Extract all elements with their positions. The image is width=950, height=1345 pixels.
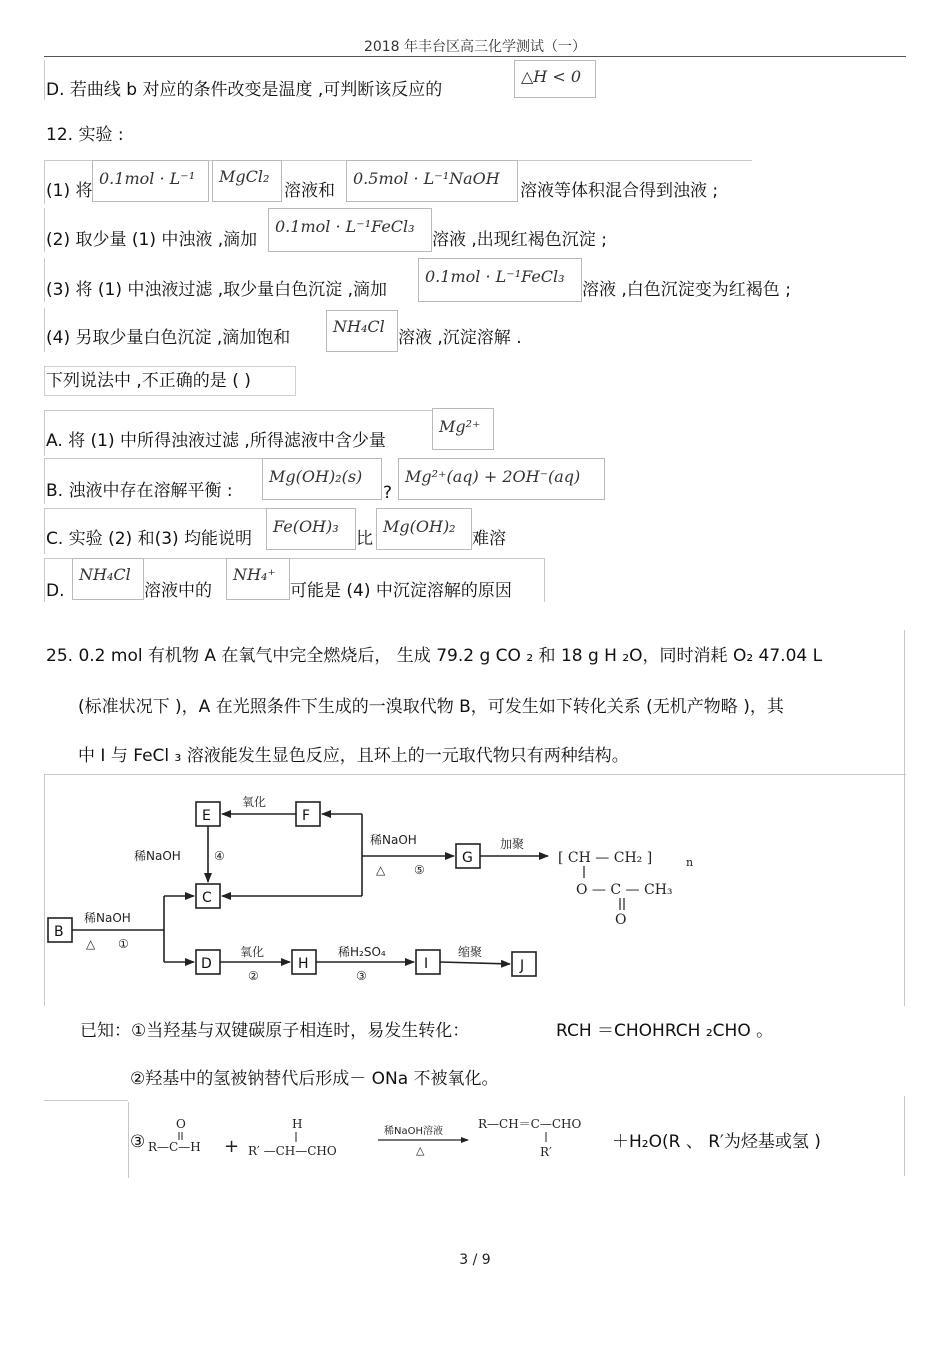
q12-option-d-m1: NH₄Cl (79, 565, 131, 584)
frame-line (44, 508, 266, 509)
frame-line (44, 458, 45, 504)
q12-step1-m2: MgCl₂ (219, 167, 270, 186)
q12-option-c-m1: Fe(OH)₃ (273, 517, 339, 536)
q12-step4-m1: NH₄Cl (333, 317, 385, 336)
frame-line (128, 1102, 129, 1178)
q11-option-d-math: △H < 0 (521, 67, 582, 86)
page-header-title: 2018 年丰台区高三化学测试（一） (363, 39, 587, 55)
polymer-main-chain: [ CH — CH₂ ] (558, 850, 653, 866)
q12-option-c-text: C. 实验 (2) 和(3) 均能说明 (46, 529, 253, 549)
known3-aldehyde-o: O (176, 1117, 186, 1131)
label-oxidize-d-h: 氧化 (240, 945, 265, 959)
q12-step1-m3: 0.5mol · L⁻¹NaOH (353, 169, 500, 188)
label-polymerize: 加聚 (500, 837, 525, 851)
math-box (262, 458, 382, 500)
frame-line (44, 558, 45, 602)
math-box (398, 458, 605, 500)
polymer-n: n (686, 856, 694, 869)
frame-line (44, 160, 45, 204)
header-rule (44, 56, 906, 57)
label-naoh-1: 稀NaOH (84, 911, 131, 925)
q12-step1-a: (1) 将 (46, 181, 93, 201)
frame-line (904, 774, 905, 1006)
q12-step3-m1: 0.1mol · L⁻¹FeCl₃ (425, 267, 565, 286)
q25-known3-tail: ＋H₂O(R 、 R′为烃基或氢 ) (612, 1132, 821, 1152)
q25-line2: (标准状况下 )，A 在光照条件下生成的一溴取代物 B，可发生如下转化关系 (无机产物略 )，其 (78, 697, 784, 717)
q12-option-c-m2: Mg(OH)₂ (383, 517, 456, 536)
node-g-label: G (462, 850, 473, 866)
frame-line (44, 258, 45, 302)
math-box (92, 160, 209, 202)
node-c-label: C (202, 890, 212, 906)
q12-option-a-m1: Mg²⁺ (439, 417, 481, 436)
label-step-2: ② (248, 969, 259, 983)
node-b-label: B (54, 924, 64, 940)
label-oxidize-f-e: 氧化 (242, 795, 267, 809)
math-box (418, 258, 582, 302)
known3-condition: 稀NaOH溶液 (384, 1126, 443, 1137)
known3-aldehyde: R—C—H (148, 1140, 201, 1154)
q12-option-a-text: A. 将 (1) 中所得浊液过滤 ,所得滤液中含少量 (46, 431, 386, 451)
q12-step3-b: 溶液 ,白色沉淀变为红褐色 ; (582, 280, 791, 300)
frame-line (44, 410, 45, 456)
q12-option-c-c: 难溶 (472, 529, 506, 549)
frame-line (44, 1100, 128, 1101)
node-d-label: D (201, 956, 212, 972)
known3-product-r: R′ (540, 1145, 552, 1159)
q12-step1-b: 溶液和 (284, 181, 335, 201)
node-f-label: F (302, 808, 311, 824)
q12-step2-a: (2) 取少量 (1) 中浊液 ,滴加 (46, 230, 258, 250)
q12-step1-c: 溶液等体积混合得到浊液 ; (520, 181, 719, 201)
math-box (72, 558, 144, 600)
q12-option-d-c: 可能是 (4) 中沉淀溶解的原因 (290, 581, 512, 601)
frame-line (44, 208, 45, 252)
label-delta-1: △ (86, 937, 96, 951)
math-box (432, 408, 494, 450)
q12-option-b-m1: Mg(OH)₂(s) (269, 467, 363, 486)
q12-step4-b: 溶液 ,沉淀溶解 . (398, 328, 522, 348)
math-box (268, 208, 432, 252)
page-number: 3 / 9 (459, 1252, 491, 1268)
known3-reactant2-h: H (292, 1117, 303, 1131)
known3-delta: △ (416, 1144, 425, 1157)
frame-line (904, 630, 905, 780)
frame-line (44, 308, 45, 352)
math-box (212, 160, 282, 202)
math-box (266, 508, 356, 550)
frame-line (544, 558, 545, 602)
q12-step2-b: 溶液 ,出现红褐色沉淀 ; (432, 230, 607, 250)
frame-line (44, 410, 434, 411)
q25-known3-num: ③ (130, 1132, 146, 1152)
node-i-label: I (424, 956, 429, 972)
q12-option-c-b: 比 (356, 529, 373, 549)
q11-option-d-math-box (514, 60, 596, 98)
q25-line3: 中 I 与 FeCl ₃ 溶液能发生显色反应，且环上的一元取代物只有两种结构。 (78, 746, 629, 766)
frame-line (904, 1096, 905, 1176)
label-step-1: ① (118, 937, 129, 951)
frame-line (44, 774, 906, 775)
label-naoh-4: 稀NaOH (134, 849, 181, 863)
label-step-4: ④ (214, 849, 225, 863)
label-step-3: ③ (356, 969, 367, 983)
q25-known-title: 已知：①当羟基与双键碳原子相连时，易发生转化： (80, 1021, 470, 1041)
q12-option-b-m2: Mg²⁺(aq) + 2OH⁻(aq) (405, 467, 581, 486)
q12-step1-m1: 0.1mol · L⁻¹ (99, 169, 196, 188)
q25-known2: ②羟基中的氢被钠替代后形成－ ONa 不被氧化。 (130, 1069, 499, 1089)
q12-step4-a: (4) 另取少量白色沉淀 ,滴加饱和 (46, 328, 291, 348)
q12-step2-m1: 0.1mol · L⁻¹FeCl₃ (275, 217, 415, 236)
label-h2so4: 稀H₂SO₄ (338, 945, 386, 959)
q25-known1-formula: RCH ＝CHOHRCH ₂CHO 。 (556, 1021, 774, 1041)
polymer-carbonyl-o: O (615, 912, 627, 928)
node-j-label: J (520, 958, 525, 974)
node-h-label: H (298, 956, 309, 972)
math-box (226, 558, 290, 600)
polymer-ester-group: O — C — CH₃ (576, 882, 673, 898)
math-box (326, 310, 398, 352)
q12-option-b-text: B. 浊液中存在溶解平衡 : (46, 481, 233, 501)
known3-reactant2: R′ —CH—CHO (248, 1144, 337, 1158)
math-box (376, 508, 472, 550)
label-delta-5: △ (376, 863, 386, 877)
q12-option-d-a: D. (46, 581, 65, 601)
label-step-5: ⑤ (414, 863, 425, 877)
frame-line (44, 60, 45, 100)
math-box (346, 160, 518, 202)
known3-plus: + (224, 1136, 240, 1157)
q12-title: 12. 实验 : (46, 125, 124, 145)
known3-product: R—CH＝C—CHO (478, 1117, 582, 1131)
q12-option-d-b: 溶液中的 (144, 581, 212, 601)
known3-reaction (148, 1110, 608, 1170)
node-e-label: E (202, 808, 211, 824)
frame-line (44, 508, 45, 554)
label-naoh-5: 稀NaOH (370, 833, 417, 847)
frame-line (44, 458, 264, 459)
reaction-scheme (44, 776, 904, 1004)
q11-option-d-text: D. 若曲线 b 对应的条件改变是温度 ,可判断该反应的 (46, 80, 443, 100)
q12-step3-a: (3) 将 (1) 中浊液过滤 ,取少量白色沉淀 ,滴加 (46, 280, 387, 300)
label-condense: 缩聚 (458, 945, 483, 959)
q12-option-b-q: ? (383, 483, 393, 503)
q12-question: 下列说法中 ,不正确的是 ( ) (46, 371, 251, 391)
q25-line1: 25. 0.2 mol 有机物 A 在氧气中完全燃烧后， 生成 79.2 g CO ₂ 和 18 g H ₂O，同时消耗 O₂ 47.04 L (46, 646, 823, 666)
q12-option-d-m2: NH₄⁺ (233, 565, 276, 584)
